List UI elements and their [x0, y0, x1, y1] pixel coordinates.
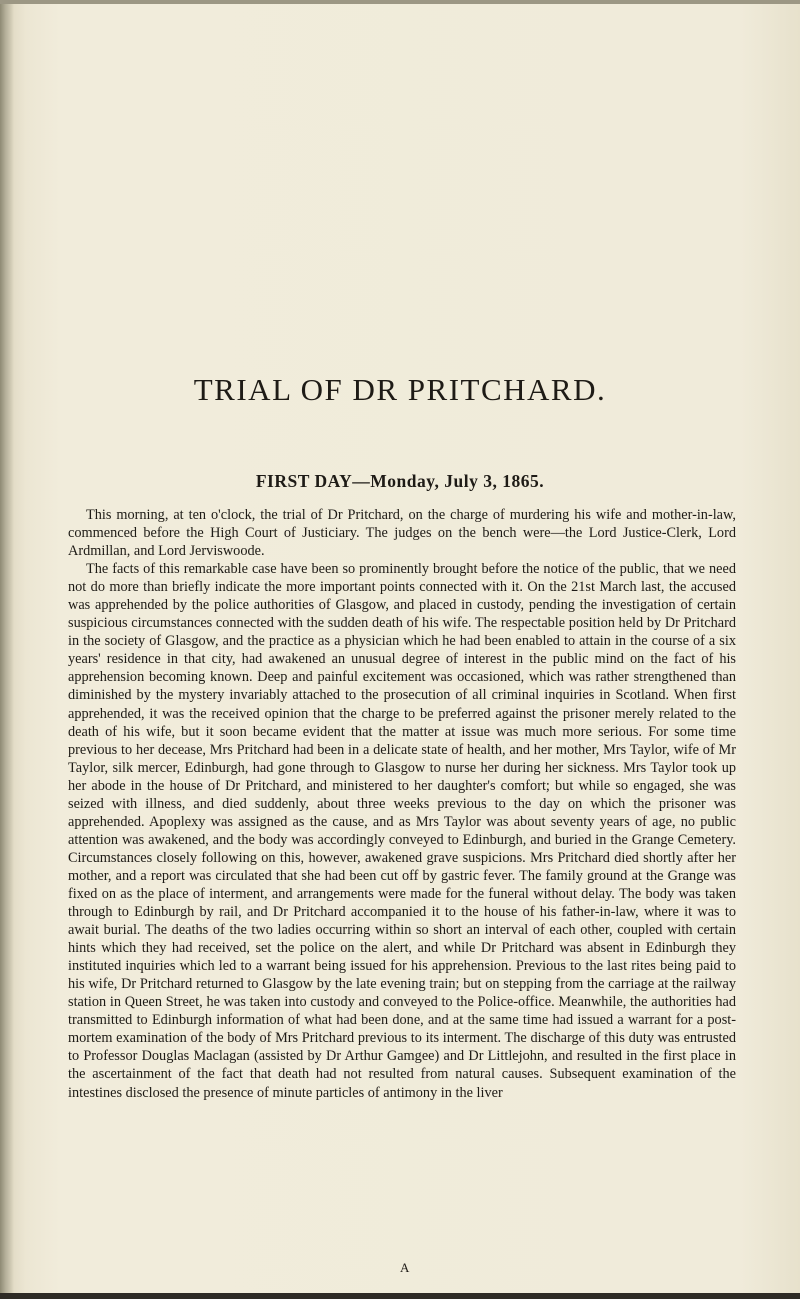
body-text: [68, 506, 736, 1102]
page-subtitle: FIRST DAY—Monday, July 3, 1865.: [255, 471, 545, 491]
page-edge-shadow: [0, 0, 14, 1299]
page-title: TRIAL OF DR PRITCHARD.: [193, 372, 607, 407]
paragraph: This morning, at ten o'clock, the trial of Dr Pritchard, on the charge of murdering his wife and mother-in-law, commenced before the High Court of Justiciary. The judges on the bench were—the Lord Justice-Clerk, Lord Ardmillan, and Lord Jerviswoode.: [68, 507, 736, 560]
paragraph: The facts of this remarkable case have been so prominently brought before the notice of the public, that we need not do more than briefly indicate the more important points connected with it. On the 21st March last, the accused was apprehended by the police authorities of Glasgow, and placed in custody, pending the investigation of certain suspicious circumstances connected with the sudden death of his wife. The respectable position held by Dr Pritchard in the society of Glasgow, and the practice as a physician which he had been enabled to attain in the course of a six years' residence in that city, had awakened an unusual degree of interest in the public mind on the fact of his apprehension becoming known. Deep and painful excitement was occasioned, which was rather strengthened than diminished by the mystery invariably attached to the prosecution of all criminal inquiries in Scotland. When first apprehended, it was the received opinion that the charge to be preferred against the prisoner merely related to the death of his wife, but it soon became evident that the matter at issue was much more serious. For some time previous to her decease, Mrs Pritchard had been in a delicate state of health, and her mother, Mrs Taylor, wife of Mr Taylor, silk mercer, Edinburgh, had gone through to Glasgow to nurse her during her sickness. Mrs Taylor took up her abode in the house of Dr Pritchard, and ministered to her daughter's comfort; but while so engaged, she was seized with illness, and died suddenly, about three weeks previous to the day on which the prisoner was apprehended. Apoplexy was assigned as the cause, and as Mrs Taylor was about seventy years of age, no public attention was awakened, and the body was accordingly conveyed to Edinburgh, and buried in the Grange Cemetery. Circumstances closely following on this, however, awakened grave suspicions. Mrs Pritchard died shortly after her mother, and a report was circulated that she had been cut off by gastric fever. The family ground at the Grange was fixed on as the place of interment, and arrangements were made for the funeral without delay. The body was taken through to Edinburgh by rail, and Dr Pritchard accompanied it to the house of his father-in-law, where it was to await burial. The deaths of the two ladies occurring within so short an interval of each other, coupled with certain hints which they had received, set the police on the alert, and while Dr Pritchard was absent in Edinburgh they instituted inquiries which led to a warrant being issued for his apprehension. Previous to the last rites being paid to his wife, Dr Pritchard returned to Glasgow by the late evening train; but on stepping from the carriage at the railway station in Queen Street, he was taken into custody and conveyed to the Police-office. Meanwhile, the authorities had transmitted to Edinburgh information of what had been done, and at the same time had issued a warrant for a post-mortem examination of the body of Mrs Pritchard previous to its interment. The discharge of this duty was entrusted to Professor Douglas Maclagan (assisted by Dr Arthur Gamgee) and Dr Littlejohn, and resulted in the first place in the ascertainment of the fact that death had not resulted from natural causes. Subsequent examination of the intestines disclosed the presence of minute particles of antimony in the liver: [68, 561, 736, 1101]
signature-mark: A: [400, 1260, 410, 1275]
bottom-edge: [0, 1293, 800, 1299]
top-edge: [0, 0, 800, 4]
